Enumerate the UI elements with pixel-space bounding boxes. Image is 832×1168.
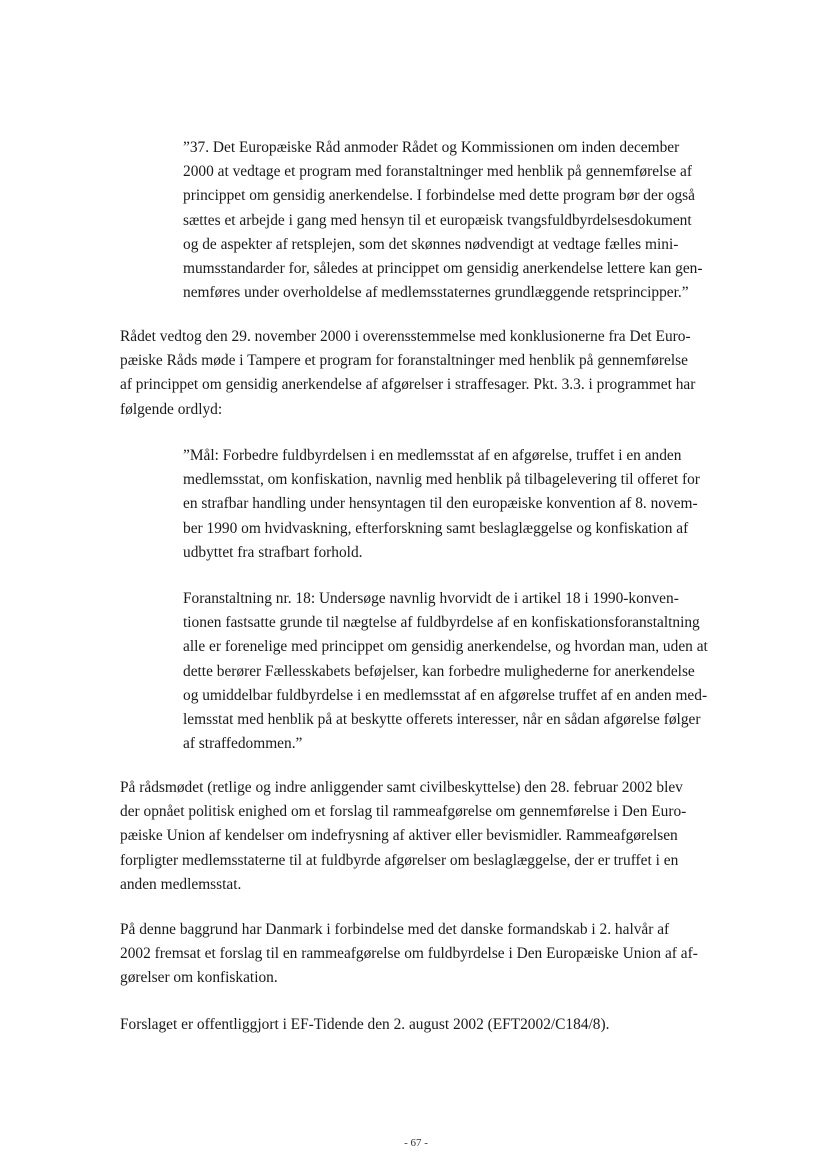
text-line: sættes et arbejde i gang med hensyn til et europæisk tvangsfuldbyrdelsesdokument [183,211,692,229]
council-meeting-paragraph [120,776,755,897]
text-line: følgende ordlyd: [120,400,223,418]
text-line: der opnået politisk enighed om et forslag til rammeafgørelse om gennemførelse i Den Euro- [120,803,687,821]
quoted-paragraph-37 [183,136,753,305]
danish-proposal-paragraph [120,918,755,991]
text-line: dette berører Fællesskabets beføjelser, kan forbedre mulighederne for anerkendelse [183,662,695,680]
text-line: gørelser om konfiskation. [120,969,278,987]
text-line: forpligter medlemsstaterne til at fuldbyrde afgørelser om beslaglæggelse, der er truffet i en [120,851,679,869]
text-line: ”37. Det Europæiske Råd anmoder Rådet og Kommissionen om inden december [183,139,680,156]
text-line: mumsstandarder for, således at princippet om gensidig anerkendelse lettere kan gen- [183,260,703,278]
text-line: anden medlemsstat. [120,875,242,893]
text-line: af straffedommen.” [183,735,303,753]
council-decision-paragraph [120,325,755,422]
text-line: tionen fastsatte grunde til nægtelse af fuldbyrdelse af en konfiskationsforanstaltning [183,614,700,632]
text-line: lemsstat med henblik på at beskytte offerets interesser, når en sådan afgørelse følger [183,711,701,729]
text-line: Rådet vedtog den 29. november 2000 i overensstemmelse med konklusionerne fra Det Euro- [120,328,691,345]
text-line: og umiddelbar fuldbyrdelse i en medlemsstat af en afgørelse truffet af en anden med- [183,686,708,704]
quoted-measure-18-paragraph [183,587,753,756]
page-number: - 67 - [404,1137,428,1149]
text-line: udbyttet fra strafbart forhold. [183,543,363,561]
text-line: ber 1990 om hvidvaskning, efterforskning samt beslaglæggelse og konfiskation af [183,519,689,537]
text-line: pæiske Union af kendelser om indefrysning af aktiver eller bevismidler. Rammeafgørelsen [120,827,678,845]
text-line: Foranstaltning nr. 18: Undersøge navnlig hvorvidt de i artikel 18 i 1990-konven- [183,590,679,607]
text-line: en strafbar handling under hensyntagen til den europæiske konvention af 8. novem- [183,495,698,513]
text-line: 2000 at vedtage et program med foranstaltninger med henblik på gennemførelse af [183,163,692,181]
text-line: ”Mål: Forbedre fuldbyrdelsen i en medlemsstat af en afgørelse, truffet i en anden [183,447,682,464]
text-line: På denne baggrund har Danmark i forbindelse med det danske formandskab i 2. halvår af [120,921,670,938]
text-line: princippet om gensidig anerkendelse. I forbindelse med dette program bør der også [183,187,696,205]
text-line: 2002 fremsat et forslag til en rammeafgørelse om fuldbyrdelse i Den Europæiske Union af af- [120,945,698,963]
text-line: medlemsstat, om konfiskation, navnlig med henblik på tilbagelevering til offeret for [183,471,700,489]
publication-paragraph [120,1013,755,1037]
text-line: af princippet om gensidig anerkendelse af afgørelser i straffesager. Pkt. 3.3. i programmet har [120,376,696,394]
text-line: Forslaget er offentliggjort i EF-Tidende den 2. august 2002 (EFT2002/C184/8). [120,1016,610,1033]
quoted-goal-paragraph [183,444,753,565]
text-line: På rådsmødet (retlige og indre anliggender samt civilbeskyttelse) den 28. februar 2002 blev [120,779,683,796]
text-line: alle er forenelige med princippet om gensidig anerkendelse, og hvordan man, uden at [183,638,708,656]
text-line: pæiske Råds møde i Tampere et program for foranstaltninger med henblik på gennemførelse [120,352,688,370]
text-line: og de aspekter af retsplejen, som det skønnes nødvendigt at vedtage fælles mini- [183,235,679,253]
text-line: nemføres under overholdelse af medlemsstaternes grundlæggende retsprincipper.” [183,284,689,302]
